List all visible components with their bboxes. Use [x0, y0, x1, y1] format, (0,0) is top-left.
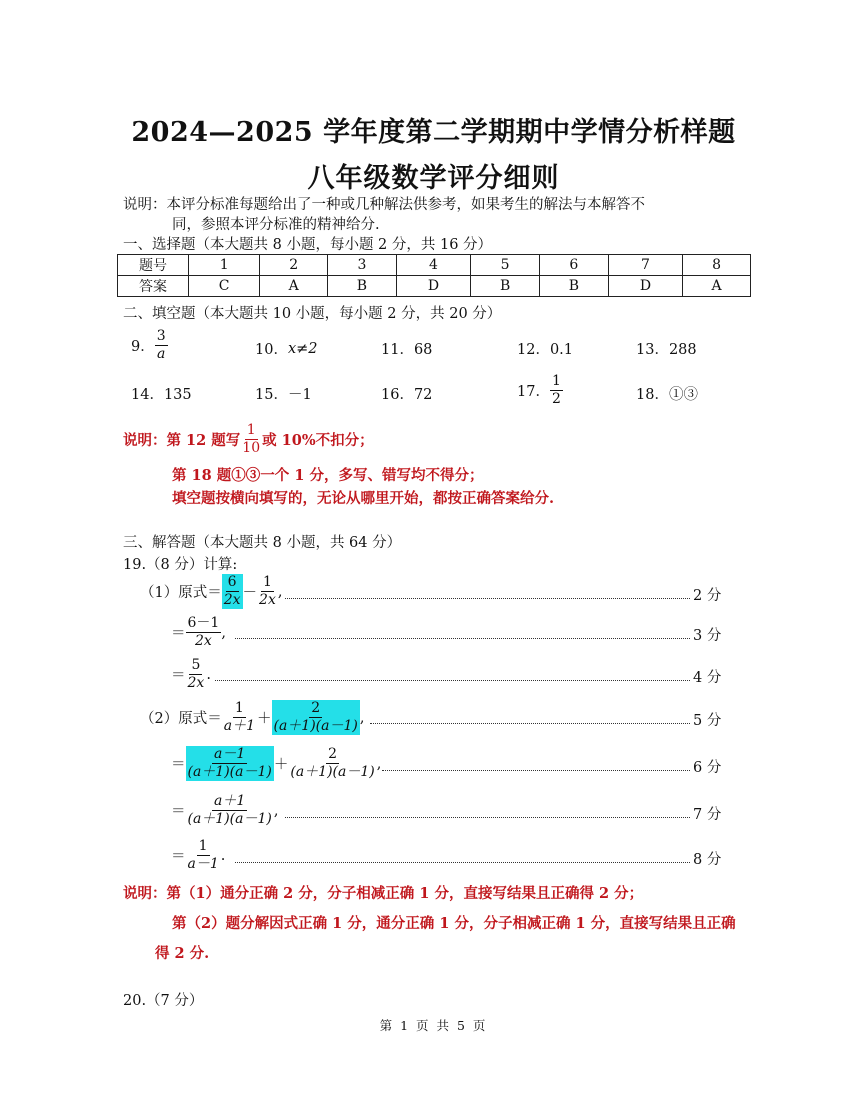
table-cell: 2	[260, 255, 328, 276]
q19-step-4	[140, 700, 364, 735]
q17-numerator: 1	[551, 373, 561, 389]
numerator: 6	[227, 574, 237, 590]
dotted-leader	[285, 598, 690, 599]
table-cell: 3	[328, 255, 397, 276]
fill-answer-11: 11．68	[381, 342, 433, 358]
fill-answer-13: 13．288	[636, 342, 697, 358]
table-row	[118, 276, 751, 297]
note-fill-line-1	[123, 422, 374, 457]
table-cell: D	[396, 276, 470, 297]
q19-step4-fraction-b	[272, 700, 360, 735]
table-cell: 4	[396, 255, 470, 276]
score-6: 6 分	[693, 760, 722, 776]
dotted-leader	[235, 638, 690, 639]
q19-step5-fraction-b	[288, 746, 376, 781]
denominator: (a＋1)(a－1)	[187, 811, 272, 827]
q10-number: 10．	[255, 342, 288, 358]
dotted-leader	[235, 862, 690, 863]
fill-answer-16: 16．72	[381, 387, 433, 403]
equals-sign: ＝	[171, 626, 186, 642]
comma: ,	[359, 709, 365, 726]
table-cell: B	[328, 276, 397, 297]
q17-number: 17．	[517, 384, 550, 400]
note-fill-denominator: 10	[242, 440, 261, 456]
fill-answer-9	[131, 328, 168, 363]
q9-fraction	[155, 328, 168, 363]
score-7: 7 分	[693, 807, 722, 823]
numerator: a－1	[214, 746, 246, 762]
q10-answer: x≠2	[287, 340, 318, 357]
fill-answer-14: 14．135	[131, 387, 192, 403]
note-fill-fraction	[240, 422, 262, 457]
table-cell: C	[189, 276, 260, 297]
q19-step-1	[140, 574, 282, 609]
note-fill-line-3: 填空题按横向填写的，无论从哪里开始，都按正确答案给分.	[172, 490, 555, 507]
q19-step-3	[171, 657, 211, 692]
score-2: 2 分	[693, 588, 722, 604]
q17-denominator: 2	[551, 391, 561, 407]
q19-step1-fraction-b	[257, 574, 278, 609]
q19-step-5	[171, 746, 381, 781]
q19-step7-fraction	[186, 838, 221, 873]
note-q19-line-3: 得 2 分.	[155, 945, 210, 962]
numerator: 5	[191, 657, 201, 673]
note-fill-numerator: 1	[246, 422, 256, 438]
fill-answer-15: 15．－1	[255, 387, 312, 403]
table-cell: A	[260, 276, 328, 297]
section-fill-heading: 二、填空题（本大题共 10 小题，每小题 2 分，共 20 分）	[123, 306, 502, 322]
q20-header: 20.（7 分）	[123, 993, 204, 1009]
numerator: 1	[198, 838, 208, 854]
q9-numerator: 3	[156, 328, 166, 344]
dotted-leader	[382, 770, 690, 771]
score-5: 5 分	[693, 713, 722, 729]
denominator: 2x	[187, 675, 205, 691]
comma: ,	[221, 624, 226, 641]
equals-sign: ＝	[171, 668, 186, 684]
q19-step1-fraction-a	[222, 574, 243, 609]
doc-subtitle: 八年级数学评分细则	[307, 163, 560, 194]
table-row-label: 题号	[118, 255, 189, 276]
page-footer: 第 1 页 共 5 页	[379, 1018, 488, 1033]
q9-number: 9．	[131, 339, 155, 355]
fill-answer-10	[255, 338, 318, 359]
score-8: 8 分	[693, 852, 722, 868]
plus-sign: ＋	[257, 711, 272, 727]
table-cell: 7	[608, 255, 682, 276]
dotted-leader	[370, 723, 690, 724]
fill-answer-18: 18．①③	[636, 387, 698, 403]
period: .	[206, 666, 211, 683]
q19-step-6	[171, 793, 278, 828]
fill-answer-12: 12．0.1	[517, 342, 574, 358]
numerator: 6－1	[187, 615, 220, 631]
q19-step-7	[171, 838, 225, 873]
table-cell: B	[540, 276, 609, 297]
section-solve-heading: 三、解答题（本大题共 8 小题，共 64 分）	[123, 535, 402, 551]
numerator: 2	[311, 700, 321, 716]
table-cell: D	[608, 276, 682, 297]
score-3: 3 分	[693, 628, 722, 644]
denominator: 2x	[195, 633, 212, 649]
table-cell: 1	[189, 255, 260, 276]
numerator: 2	[328, 746, 337, 762]
period: .	[220, 847, 226, 864]
comma: ,	[376, 755, 382, 772]
denominator: (a＋1)(a－1)	[290, 764, 375, 780]
note-fill-prefix: 说明：第 12 题写	[123, 432, 241, 449]
table-cell: 6	[540, 255, 609, 276]
intro-line-2: 同，参照本评分标准的精神给分.	[172, 217, 380, 233]
q19-header: 19.（8 分）计算:	[123, 557, 238, 573]
table-cell: B	[471, 276, 540, 297]
q19-step-2	[171, 615, 226, 650]
q19-step5-fraction-a	[186, 746, 274, 781]
q19-step2-fraction	[186, 615, 222, 650]
q17-fraction	[550, 373, 563, 408]
equals-sign: ＝	[171, 804, 186, 820]
equals-sign: ＝	[171, 849, 186, 865]
note-fill-line-2: 第 18 题①③一个 1 分，多写、错写均不得分；	[172, 467, 484, 484]
table-cell: 8	[683, 255, 751, 276]
q19-step4-fraction-a	[222, 700, 257, 735]
plus-sign: ＋	[273, 757, 289, 773]
denominator: a＋1	[223, 718, 255, 734]
denominator: (a＋1)(a－1)	[273, 718, 358, 734]
doc-title: 2024—2025 学年度第二学期期中学情分析样题	[131, 117, 736, 148]
equals-sign: ＝	[171, 757, 186, 773]
q19-step3-fraction	[186, 657, 207, 692]
denominator: 2x	[259, 592, 276, 608]
intro-line-1: 说明：本评分标准每题给出了一种或几种解法供参考，如果考生的解法与本解答不	[123, 197, 645, 213]
note-q19-line-2: 第（2）题分解因式正确 1 分，通分正确 1 分，分子相减正确 1 分，直接写结果且正确	[172, 915, 736, 932]
dotted-leader	[285, 817, 690, 818]
fill-answer-17	[517, 373, 563, 408]
note-fill-suffix: 或 10%不扣分；	[262, 432, 374, 449]
denominator: (a＋1)(a－1)	[187, 764, 272, 780]
comma: ,	[277, 583, 283, 600]
q9-denominator: a	[157, 346, 166, 362]
q19-part2-label: （2）原式＝	[140, 711, 222, 727]
table-row-label: 答案	[118, 276, 189, 297]
denominator: 2x	[223, 592, 241, 608]
table-cell: A	[683, 276, 751, 297]
numerator: 1	[262, 574, 272, 590]
table-row	[118, 255, 751, 276]
q19-step6-fraction	[186, 793, 274, 828]
numerator: 1	[234, 700, 244, 716]
denominator: a－1	[187, 856, 219, 872]
section-choice-heading: 一、选择题（本大题共 8 小题，每小题 2 分，共 16 分）	[123, 237, 493, 253]
q19-part1-label: （1）原式＝	[140, 585, 222, 601]
comma: ,	[273, 802, 279, 819]
score-4: 4 分	[693, 670, 722, 686]
note-q19-line-1: 说明：第（1）通分正确 2 分，分子相减正确 1 分，直接写结果且正确得 2 分；	[123, 885, 644, 902]
answer-table	[117, 254, 751, 297]
numerator: a＋1	[214, 793, 246, 809]
minus-sign: －	[242, 585, 258, 601]
table-cell: 5	[471, 255, 540, 276]
dotted-leader	[215, 680, 690, 681]
